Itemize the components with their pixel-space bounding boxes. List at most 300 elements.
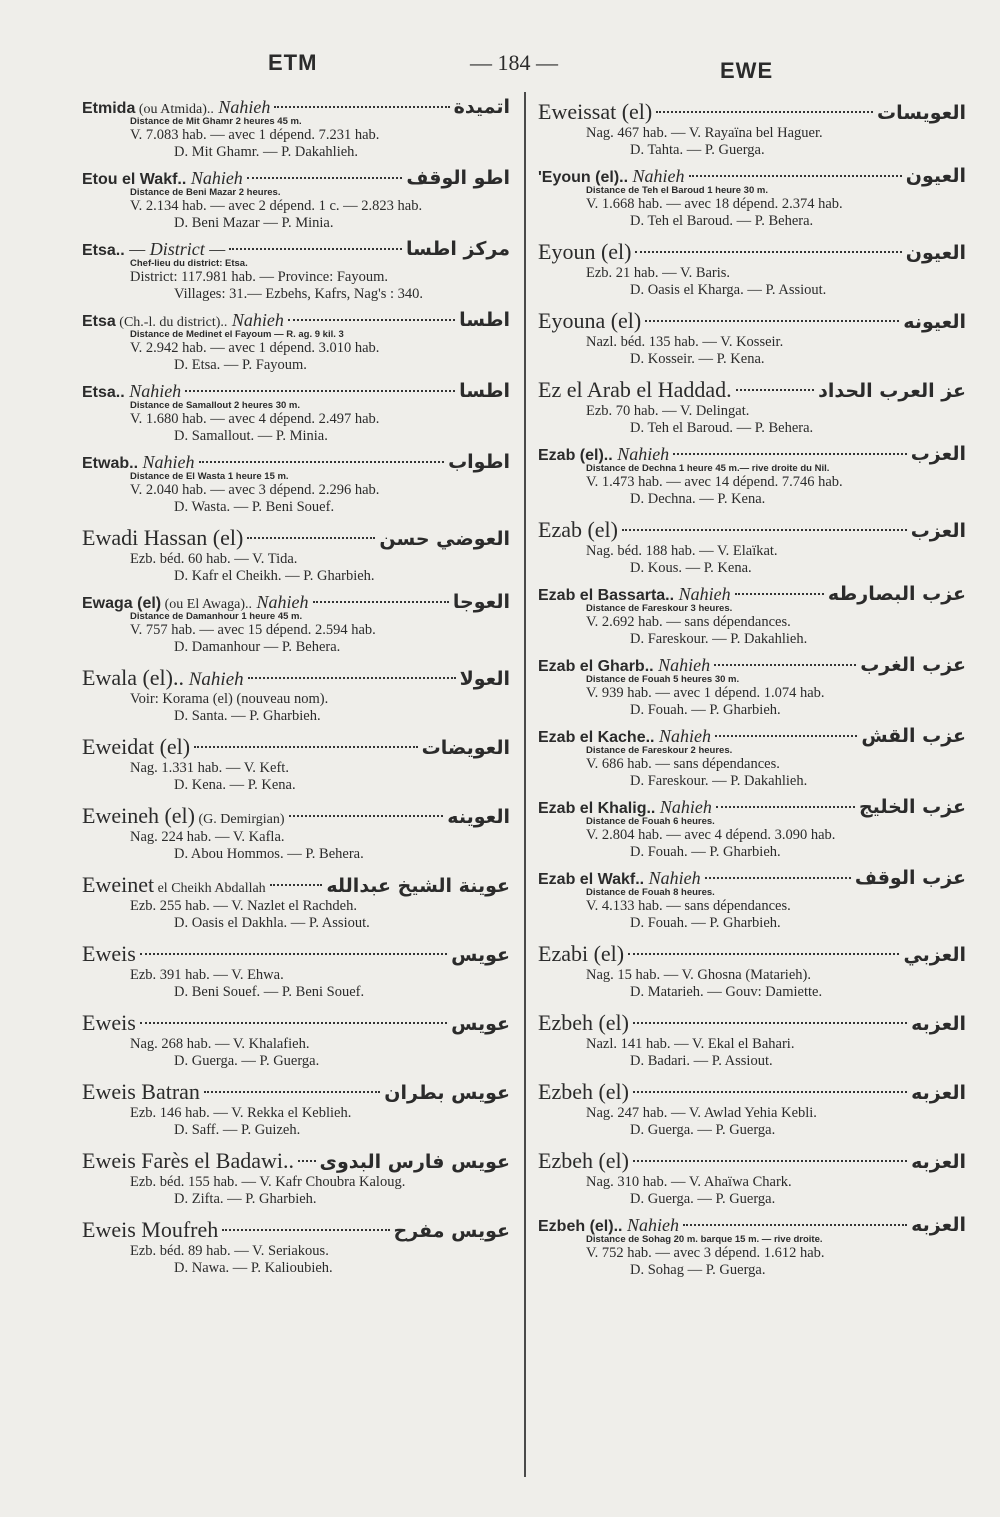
district-line: D. Etsa. — P. Fayoum. bbox=[174, 357, 307, 373]
entry-heading bbox=[82, 665, 510, 691]
arabic-name: عزب البصارطه bbox=[827, 583, 966, 605]
arabic-name: عويس bbox=[451, 944, 510, 966]
place-qualifier: (G. Demirgian) bbox=[195, 812, 285, 827]
arabic-name: عزب القش bbox=[861, 725, 966, 747]
gazetteer-entry bbox=[82, 665, 510, 725]
arabic-name: العزبه bbox=[911, 1013, 966, 1035]
gazetteer-entry bbox=[538, 583, 966, 648]
entry-name bbox=[82, 452, 195, 473]
leader-dots bbox=[633, 1091, 907, 1093]
entry-name bbox=[82, 592, 309, 613]
gazetteer-entry bbox=[82, 1079, 510, 1139]
place-name: Ewaga (el) bbox=[82, 595, 162, 612]
arabic-name: اتميدة bbox=[453, 96, 510, 118]
place-name: Etsa bbox=[82, 313, 116, 330]
entry-heading bbox=[82, 1079, 510, 1105]
district-line: D. Guerga. — P. Guerga. bbox=[630, 1191, 776, 1207]
entry-heading bbox=[538, 654, 966, 676]
arabic-name: عزب الوقف bbox=[854, 867, 966, 889]
place-name: Ezbeh (el).. bbox=[538, 1218, 623, 1235]
gazetteer-entry bbox=[538, 654, 966, 719]
place-name: Ezab (el) bbox=[538, 517, 618, 542]
district-line: Villages: 31.— Ezbehs, Kafrs, Nag's : 340. bbox=[174, 286, 423, 302]
page-number: — 184 — bbox=[470, 50, 558, 75]
gazetteer-entry bbox=[538, 941, 966, 1001]
district-line: D. Kosseir. — P. Kena. bbox=[630, 351, 765, 367]
place-kind: Nahieh bbox=[644, 868, 701, 888]
population-line: Ezb. 255 hab. — V. Nazlet el Rachdeh. bbox=[130, 898, 357, 914]
population-line: Ezb. 146 hab. — V. Rekka el Keblieh. bbox=[130, 1105, 352, 1121]
gazetteer-entry bbox=[538, 308, 966, 368]
arabic-name: العوضي حسن bbox=[379, 528, 510, 550]
distance-note: Distance de Beni Mazar 2 heures. bbox=[130, 187, 281, 198]
entry-name bbox=[538, 377, 732, 403]
place-kind: Nahieh bbox=[252, 592, 309, 612]
place-kind: Nahieh bbox=[622, 1215, 679, 1235]
place-name: Ezab (el).. bbox=[538, 447, 613, 464]
entry-name bbox=[82, 803, 285, 829]
entry-heading bbox=[538, 867, 966, 889]
entry-heading bbox=[538, 1010, 966, 1036]
place-name: Eweis Batran bbox=[82, 1079, 200, 1104]
entry-name bbox=[538, 1010, 629, 1036]
gazetteer-entry bbox=[82, 941, 510, 1001]
leader-dots bbox=[689, 175, 902, 177]
leader-dots bbox=[248, 677, 456, 679]
distance-note: Distance de Fouah 8 heures. bbox=[586, 887, 715, 898]
place-kind: Nahieh bbox=[655, 797, 712, 817]
district-line: D. Teh el Baroud. — P. Behera. bbox=[630, 213, 814, 229]
arabic-name: مركز اطسا bbox=[406, 238, 510, 260]
place-name: Ezab el Khalig.. bbox=[538, 800, 656, 817]
place-name: Eweis Farès el Badawi.. bbox=[82, 1148, 294, 1173]
entry-name bbox=[538, 1079, 629, 1105]
arabic-name: العويضات bbox=[421, 737, 510, 759]
arabic-name: العزب bbox=[910, 520, 966, 542]
entry-name bbox=[538, 655, 710, 676]
leader-dots bbox=[199, 461, 445, 463]
arabic-name: اطو الوقف bbox=[406, 167, 510, 189]
entry-heading bbox=[538, 377, 966, 403]
column-divider bbox=[524, 92, 526, 1477]
entry-name bbox=[82, 1217, 218, 1243]
population-line: Nag. béd. 188 hab. — V. Elaïkat. bbox=[586, 543, 778, 559]
distance-note: Distance de Mit Ghamr 2 heures 45 m. bbox=[130, 116, 302, 127]
entry-heading bbox=[82, 309, 510, 331]
entry-heading bbox=[538, 517, 966, 543]
place-kind: Nahieh bbox=[184, 669, 244, 690]
left-column bbox=[82, 90, 510, 1277]
entry-name bbox=[82, 1010, 136, 1036]
population-line: V. 1.680 hab. — avec 4 dépend. 2.497 hab. bbox=[130, 411, 380, 427]
place-name: Eyouna (el) bbox=[538, 308, 642, 333]
district-line: D. Wasta. — P. Beni Souef. bbox=[174, 499, 335, 515]
place-name: Ezabi (el) bbox=[538, 941, 625, 966]
gazetteer-entry bbox=[538, 1148, 966, 1208]
district-line: D. Fouah. — P. Gharbieh. bbox=[630, 702, 781, 718]
district-line: D. Abou Hommos. — P. Behera. bbox=[174, 846, 364, 862]
gazetteer-entry bbox=[82, 309, 510, 374]
entry-heading bbox=[82, 525, 510, 551]
entry-name bbox=[538, 517, 618, 543]
entry-name bbox=[82, 1079, 200, 1105]
entry-heading bbox=[82, 238, 510, 260]
entry-name bbox=[538, 99, 652, 125]
arabic-name: اطسا bbox=[459, 380, 510, 402]
district-line: D. Beni Souef. — P. Beni Souef. bbox=[174, 984, 365, 1000]
population-line: Nag. 247 hab. — V. Awlad Yehia Kebli. bbox=[586, 1105, 817, 1121]
place-name: Ewala (el).. bbox=[82, 665, 184, 690]
district-line: D. Fareskour. — P. Dakahlieh. bbox=[630, 773, 808, 789]
entry-name bbox=[538, 1148, 629, 1174]
population-line: V. 752 hab. — avec 3 dépend. 1.612 hab. bbox=[586, 1245, 825, 1261]
leader-dots bbox=[714, 664, 856, 666]
population-line: V. 2.692 hab. — sans dépendances. bbox=[586, 614, 791, 630]
place-name: Eweinet bbox=[82, 872, 155, 897]
entry-name bbox=[538, 941, 624, 967]
entry-heading bbox=[82, 1217, 510, 1243]
arabic-name: العزب bbox=[910, 443, 966, 465]
leader-dots bbox=[288, 319, 455, 321]
place-name: Eyoun (el) bbox=[538, 239, 632, 264]
population-line: Ezb. 70 hab. — V. Delingat. bbox=[586, 403, 750, 419]
leader-dots bbox=[736, 389, 814, 391]
place-name: Ezbeh (el) bbox=[538, 1010, 629, 1035]
gazetteer-entry bbox=[82, 734, 510, 794]
gazetteer-entry bbox=[82, 525, 510, 585]
leader-dots bbox=[683, 1224, 907, 1226]
place-name: Eweis Moufreh bbox=[82, 1217, 219, 1242]
place-name: Etsa.. bbox=[82, 384, 125, 401]
place-kind: Nahieh bbox=[213, 97, 271, 117]
gazetteer-entry bbox=[82, 238, 510, 303]
gazetteer-entry bbox=[82, 96, 510, 161]
arabic-name: العزبه bbox=[911, 1082, 966, 1104]
running-head-right: EWE bbox=[720, 58, 774, 83]
place-qualifier: (ou Atmida).. bbox=[135, 102, 214, 117]
leader-dots bbox=[140, 1022, 447, 1024]
arabic-name: العزبه bbox=[911, 1151, 966, 1173]
place-name: Eweidat (el) bbox=[82, 734, 191, 759]
place-kind: Nahieh bbox=[654, 726, 711, 746]
distance-note: Distance de Damanhour 1 heure 45 m. bbox=[130, 611, 303, 622]
entry-heading bbox=[82, 380, 510, 402]
entry-heading bbox=[538, 308, 966, 334]
place-name: Ezab el Wakf.. bbox=[538, 871, 645, 888]
leader-dots bbox=[635, 251, 901, 253]
population-line: Nag. 1.331 hab. — V. Keft. bbox=[130, 760, 289, 776]
entry-name bbox=[82, 734, 190, 760]
leader-dots bbox=[735, 593, 824, 595]
district-line: D. Oasis el Dakhla. — P. Assiout. bbox=[174, 915, 370, 931]
district-line: D. Beni Mazar — P. Minia. bbox=[174, 215, 334, 231]
place-name: Etsa.. bbox=[82, 242, 125, 259]
entry-heading bbox=[82, 167, 510, 189]
population-line: V. 1.668 hab. — avec 18 dépend. 2.374 hab. bbox=[586, 196, 843, 212]
place-name: Ezbeh (el) bbox=[538, 1079, 629, 1104]
district-line: D. Fareskour. — P. Dakahlieh. bbox=[630, 631, 808, 647]
entry-name bbox=[538, 726, 711, 747]
district-line: D. Fouah. — P. Gharbieh. bbox=[630, 915, 781, 931]
population-line: Ezb. béd. 60 hab. — V. Tida. bbox=[130, 551, 298, 567]
entry-name bbox=[82, 97, 270, 118]
population-line: Nag. 310 hab. — V. Ahaïwa Chark. bbox=[586, 1174, 792, 1190]
population-line: Nag. 15 hab. — V. Ghosna (Matarieh). bbox=[586, 967, 811, 983]
population-line: V. 757 hab. — avec 15 dépend. 2.594 hab. bbox=[130, 622, 376, 638]
district-line: D. Nawa. — P. Kalioubieh. bbox=[174, 1260, 333, 1276]
entry-heading bbox=[538, 443, 966, 465]
place-qualifier: el Cheikh Abdallah bbox=[154, 881, 266, 896]
gazetteer-entry bbox=[538, 1010, 966, 1070]
gazetteer-entry bbox=[538, 1079, 966, 1139]
district-line: D. Kafr el Cheikh. — P. Gharbieh. bbox=[174, 568, 375, 584]
entry-name bbox=[82, 941, 136, 967]
population-line: V. 2.134 hab. — avec 2 dépend. 1 c. — 2.823 hab. bbox=[130, 198, 423, 214]
district-line: D. Zifta. — P. Gharbieh. bbox=[174, 1191, 317, 1207]
place-name: Eweis bbox=[82, 941, 136, 966]
entry-heading bbox=[82, 941, 510, 967]
entry-heading bbox=[82, 591, 510, 613]
district-line: D. Tahta. — P. Guerga. bbox=[630, 142, 765, 158]
distance-note: Distance de Fareskour 3 heures. bbox=[586, 603, 733, 614]
entry-name bbox=[82, 1148, 294, 1174]
arabic-name: العزبه bbox=[911, 1214, 966, 1236]
gazetteer-entry bbox=[538, 517, 966, 577]
place-kind: Nahieh bbox=[138, 452, 195, 472]
place-name: 'Eyoun (el).. bbox=[538, 169, 629, 186]
gazetteer-entry bbox=[538, 377, 966, 437]
place-name: Ez el Arab el Haddad. bbox=[538, 377, 732, 402]
place-name: Ezab el Kache.. bbox=[538, 729, 655, 746]
leader-dots bbox=[656, 111, 873, 113]
entry-heading bbox=[82, 96, 510, 118]
population-line: Nag. 268 hab. — V. Khalafieh. bbox=[130, 1036, 310, 1052]
district-line: D. Oasis el Kharga. — P. Assiout. bbox=[630, 282, 827, 298]
place-kind: Nahieh bbox=[124, 381, 182, 401]
leader-dots bbox=[633, 1022, 907, 1024]
population-line: Nazl. béd. 135 hab. — V. Kosseir. bbox=[586, 334, 784, 350]
leader-dots bbox=[673, 453, 907, 455]
arabic-name: العيون bbox=[905, 242, 966, 264]
arabic-name: عويس بطران bbox=[384, 1082, 510, 1104]
leader-dots bbox=[204, 1091, 380, 1093]
entry-heading bbox=[538, 99, 966, 125]
distance-note: Distance de El Wasta 1 heure 15 m. bbox=[130, 471, 289, 482]
district-line: D. Guerga. — P. Guerga. bbox=[630, 1122, 776, 1138]
district-line: D. Mit Ghamr. — P. Dakahlieh. bbox=[174, 144, 359, 160]
place-name: Eweineh (el) bbox=[82, 803, 195, 828]
entry-heading bbox=[538, 941, 966, 967]
population-line: V. 7.083 hab. — avec 1 dépend. 7.231 hab. bbox=[130, 127, 380, 143]
distance-note: Distance de Fouah 6 heures. bbox=[586, 816, 715, 827]
entry-name bbox=[82, 665, 244, 691]
entry-name bbox=[538, 584, 731, 605]
district-line: D. Samallout. — P. Minia. bbox=[174, 428, 328, 444]
entry-heading bbox=[538, 1214, 966, 1236]
population-line: V. 686 hab. — sans dépendances. bbox=[586, 756, 780, 772]
leader-dots bbox=[247, 537, 375, 539]
leader-dots bbox=[633, 1160, 907, 1162]
place-name: Etou el Wakf.. bbox=[82, 171, 187, 188]
entry-heading bbox=[82, 451, 510, 473]
entry-name bbox=[538, 166, 685, 187]
right-column bbox=[538, 90, 966, 1279]
gazetteer-entry bbox=[82, 591, 510, 656]
arabic-name: العولا bbox=[459, 668, 510, 690]
gazetteer-entry bbox=[538, 725, 966, 790]
entry-name bbox=[538, 868, 701, 889]
gazetteer-entry bbox=[538, 99, 966, 159]
population-line: V. 2.040 hab. — avec 3 dépend. 2.296 hab. bbox=[130, 482, 380, 498]
leader-dots bbox=[715, 735, 857, 737]
arabic-name: العيونه bbox=[903, 311, 966, 333]
arabic-name: العوجا bbox=[452, 591, 510, 613]
arabic-name: العوينه bbox=[447, 806, 510, 828]
leader-dots bbox=[229, 248, 402, 250]
entry-name bbox=[82, 310, 284, 331]
population-line: V. 1.473 hab. — avec 14 dépend. 7.746 hab. bbox=[586, 474, 843, 490]
entry-heading bbox=[82, 1148, 510, 1174]
leader-dots bbox=[645, 320, 899, 322]
arabic-name: عزب الغرب bbox=[860, 654, 966, 676]
population-line: Ezb. béd. 89 hab. — V. Seriakous. bbox=[130, 1243, 329, 1259]
arabic-name: عويس فارس البدوى bbox=[319, 1151, 510, 1173]
population-line: Ezb. 21 hab. — V. Baris. bbox=[586, 265, 731, 281]
district-line: D. Matarieh. — Gouv: Damiette. bbox=[630, 984, 823, 1000]
leader-dots bbox=[270, 884, 323, 886]
gazetteer-entry bbox=[538, 796, 966, 861]
arabic-name: اطواب bbox=[448, 451, 510, 473]
distance-note: Distance de Medinet el Fayoum — R. ag. 9 kil. 3 bbox=[130, 329, 344, 340]
entry-heading bbox=[538, 796, 966, 818]
entry-heading bbox=[82, 1010, 510, 1036]
population-line: Nag. 467 hab. — V. Rayaïna bel Haguer. bbox=[586, 125, 823, 141]
place-kind: Nahieh bbox=[674, 584, 731, 604]
leader-dots bbox=[313, 601, 449, 603]
gazetteer-entry bbox=[82, 167, 510, 232]
arabic-name: عزب الخليج bbox=[858, 796, 966, 818]
gazetteer-entry bbox=[538, 1214, 966, 1279]
district-line: D. Kena. — P. Kena. bbox=[174, 777, 296, 793]
population-line: Nazl. 141 hab. — V. Ekal el Bahari. bbox=[586, 1036, 795, 1052]
entry-name bbox=[82, 381, 181, 402]
leader-dots bbox=[194, 746, 418, 748]
population-line: Nag. 224 hab. — V. Kafla. bbox=[130, 829, 285, 845]
entry-name bbox=[538, 444, 669, 465]
arabic-name: العزبي bbox=[903, 944, 966, 966]
leader-dots bbox=[705, 877, 851, 879]
leader-dots bbox=[222, 1229, 389, 1231]
arabic-name: عز العرب الحداد bbox=[818, 380, 966, 402]
running-head-left: ETM bbox=[268, 50, 318, 75]
entry-name bbox=[538, 797, 712, 818]
place-kind: Nahieh bbox=[186, 168, 243, 188]
page-header bbox=[0, 48, 1000, 88]
entry-name bbox=[82, 168, 243, 189]
district-line: D. Damanhour — P. Behera. bbox=[174, 639, 341, 655]
gazetteer-entry bbox=[538, 443, 966, 508]
entry-heading bbox=[538, 165, 966, 187]
place-kind: Nahieh bbox=[227, 310, 284, 330]
leader-dots bbox=[247, 177, 403, 179]
gazetteer-entry bbox=[82, 380, 510, 445]
arabic-name: عويس bbox=[451, 1013, 510, 1035]
place-kind: Nahieh bbox=[628, 166, 685, 186]
gazetteer-entry bbox=[82, 1217, 510, 1277]
population-line: Voir: Korama (el) (nouveau nom). bbox=[130, 691, 329, 707]
entry-name bbox=[82, 239, 225, 260]
arabic-name: العويسات bbox=[877, 102, 966, 124]
distance-note: Distance de Fouah 5 heures 30 m. bbox=[586, 674, 740, 685]
gazetteer-entry bbox=[538, 165, 966, 230]
place-name: Ewadi Hassan (el) bbox=[82, 525, 244, 550]
gazetteer-entry bbox=[82, 803, 510, 863]
entry-heading bbox=[538, 583, 966, 605]
leader-dots bbox=[140, 953, 447, 955]
arabic-name: عوينة الشيخ عبدالله bbox=[326, 875, 510, 897]
leader-dots bbox=[185, 390, 455, 392]
arabic-name: عويس مفرح bbox=[393, 1220, 510, 1242]
place-name: Eweis bbox=[82, 1010, 136, 1035]
leader-dots bbox=[298, 1160, 316, 1162]
place-qualifier: (ou El Awaga).. bbox=[161, 597, 252, 612]
distance-note: Distance de Teh el Baroud 1 heure 30 m. bbox=[586, 185, 768, 196]
place-name: Etwab.. bbox=[82, 455, 139, 472]
place-name: Ezab el Gharb.. bbox=[538, 658, 654, 675]
leader-dots bbox=[716, 806, 855, 808]
place-kind: Nahieh bbox=[653, 655, 711, 675]
leader-dots bbox=[289, 815, 444, 817]
entry-heading bbox=[82, 872, 510, 898]
arabic-name: اطسا bbox=[459, 309, 510, 331]
entry-heading bbox=[538, 239, 966, 265]
entry-heading bbox=[82, 803, 510, 829]
gazetteer-entry bbox=[82, 451, 510, 516]
place-name: Etmida bbox=[82, 100, 136, 117]
gazetteer-entry bbox=[538, 239, 966, 299]
entry-name bbox=[538, 239, 631, 265]
entry-name bbox=[82, 872, 266, 898]
place-name: Ezab el Bassarta.. bbox=[538, 587, 675, 604]
gazetteer-entry bbox=[82, 1010, 510, 1070]
entry-heading bbox=[538, 1079, 966, 1105]
arabic-name: العيون bbox=[905, 165, 966, 187]
distance-note: Distance de Samallout 2 heures 30 m. bbox=[130, 400, 301, 411]
entry-name bbox=[538, 308, 641, 334]
district-line: D. Sohag — P. Guerga. bbox=[630, 1262, 766, 1278]
district-line: D. Kous. — P. Kena. bbox=[630, 560, 752, 576]
district-line: D. Dechna. — P. Kena. bbox=[630, 491, 766, 507]
district-line: D. Guerga. — P. Guerga. bbox=[174, 1053, 320, 1069]
district-line: D. Badari. — P. Assiout. bbox=[630, 1053, 773, 1069]
place-kind: Nahieh bbox=[612, 444, 670, 464]
distance-note: Distance de Dechna 1 heure 45 m.— rive droite du Nil. bbox=[586, 463, 830, 474]
district-line: D. Santa. — P. Gharbieh. bbox=[174, 708, 321, 724]
population-line: V. 939 hab. — avec 1 dépend. 1.074 hab. bbox=[586, 685, 825, 701]
population-line: Ezb. béd. 155 hab. — V. Kafr Choubra Kaloug. bbox=[130, 1174, 406, 1190]
leader-dots bbox=[628, 953, 899, 955]
place-qualifier: (Ch.-l. du district).. bbox=[115, 315, 228, 330]
entry-heading bbox=[538, 1148, 966, 1174]
district-line: D. Saff. — P. Guizeh. bbox=[174, 1122, 301, 1138]
entry-heading bbox=[538, 725, 966, 747]
distance-note: Chef-lieu du district: Etsa. bbox=[130, 258, 248, 269]
leader-dots bbox=[274, 106, 449, 108]
population-line: V. 4.133 hab. — sans dépendances. bbox=[586, 898, 791, 914]
distance-note: Distance de Sohag 20 m. barque 15 m. — rive droite. bbox=[586, 1234, 823, 1245]
district-line: D. Fouah. — P. Gharbieh. bbox=[630, 844, 781, 860]
place-kind: — District — bbox=[124, 239, 226, 259]
